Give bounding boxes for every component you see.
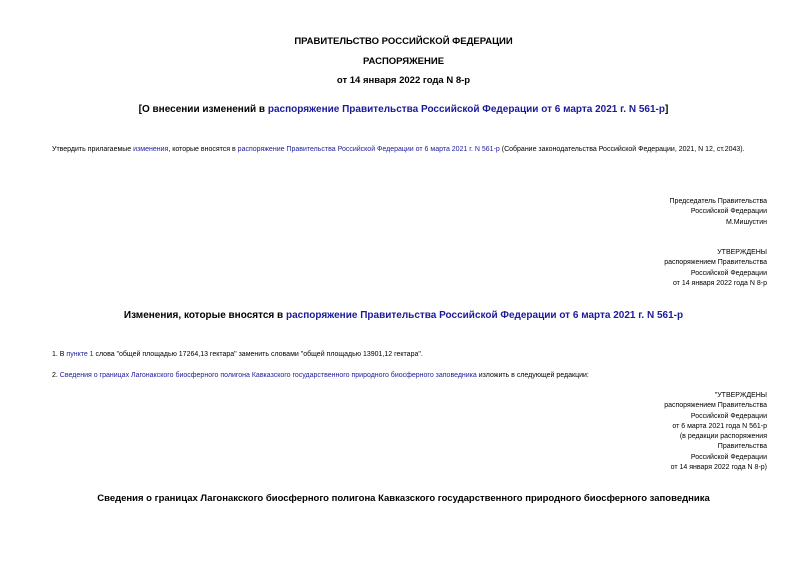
item-1-text: слова "общей площадью 17264,13 гектара" заменить словами "общей площадью 13901,12 гектара". <box>93 351 423 358</box>
signature-line-2: Российской Федерации <box>690 208 767 216</box>
approved-line-1: УТВЕРЖДЕНЫ <box>717 249 767 256</box>
changes-title-prefix: Изменения, которые вносятся в <box>123 310 286 321</box>
intro-text-1: Утвердить прилагаемые <box>52 146 134 153</box>
item-2 <box>52 371 589 382</box>
item-2-link[interactable]: Сведения о границах Лагонакского биосферного полигона Кавказского государственного природного биосферного заповедника <box>59 372 477 379</box>
signature-line-3: М.Мишустин <box>725 218 767 226</box>
approved2-line-5: (в редакции распоряжения <box>679 433 767 441</box>
approved2-line-2: распоряжением Правительства <box>664 402 767 410</box>
document-title <box>0 104 807 115</box>
item-2-text: изложить в следующей редакции: <box>476 372 589 379</box>
changes-title-link[interactable]: распоряжение Правительства Российской Федерации от 6 марта 2021 г. N 561-р <box>285 310 684 321</box>
approved-line-3: Российской Федерации <box>690 269 767 277</box>
title-link[interactable]: распоряжение Правительства Российской Федерации от 6 марта 2021 г. N 561-р <box>267 104 665 115</box>
approved-block <box>664 248 767 289</box>
government-heading: ПРАВИТЕЛЬСТВО РОССИЙСКОЙ ФЕДЕРАЦИИ <box>294 36 513 47</box>
signature-line-1: Председатель Правительства <box>669 198 767 205</box>
doc-type-heading: РАСПОРЯЖЕНИЕ <box>362 56 445 67</box>
item-1 <box>52 350 423 361</box>
intro-text-2: , которые вносятся в <box>168 146 238 153</box>
approved-line-4: от 14 января 2022 года N 8-р <box>672 279 767 287</box>
doc-date-number: от 14 января 2022 года N 8-р <box>336 75 471 86</box>
approved2-line-4: от 6 марта 2021 года N 561-р <box>672 422 767 430</box>
changes-title <box>0 310 807 321</box>
item-1-link[interactable]: пункте 1 <box>66 351 94 358</box>
approved2-line-1: "УТВЕРЖДЕНЫ <box>714 392 767 399</box>
approved2-line-7: Российской Федерации <box>690 453 767 461</box>
signature-block <box>670 197 767 228</box>
approved2-line-8: от 14 января 2022 года N 8-р) <box>670 464 767 472</box>
approved-block-2 <box>664 391 767 473</box>
title-prefix: [О внесении изменений в <box>138 104 268 115</box>
intro-link-order[interactable]: распоряжение Правительства Российской Федерации от 6 марта 2021 г. N 561-р <box>237 146 500 153</box>
intro-link-changes[interactable]: изменения <box>133 146 169 153</box>
approved2-line-6: Правительства <box>717 443 767 451</box>
item-1-num: 1. В <box>52 351 67 358</box>
approved-line-2: распоряжением Правительства <box>664 259 767 267</box>
approved2-line-3: Российской Федерации <box>690 412 767 420</box>
item-2-num: 2. <box>52 372 60 379</box>
title-suffix: ] <box>665 104 669 115</box>
intro-text-3: (Собрание законодательства Российской Федерации, 2021, N 12, ст.2043). <box>499 146 745 153</box>
final-title: Сведения о границах Лагонакского биосферного полигона Кавказского государственного природного биосферного заповедника <box>97 493 710 504</box>
intro-paragraph <box>30 145 768 155</box>
